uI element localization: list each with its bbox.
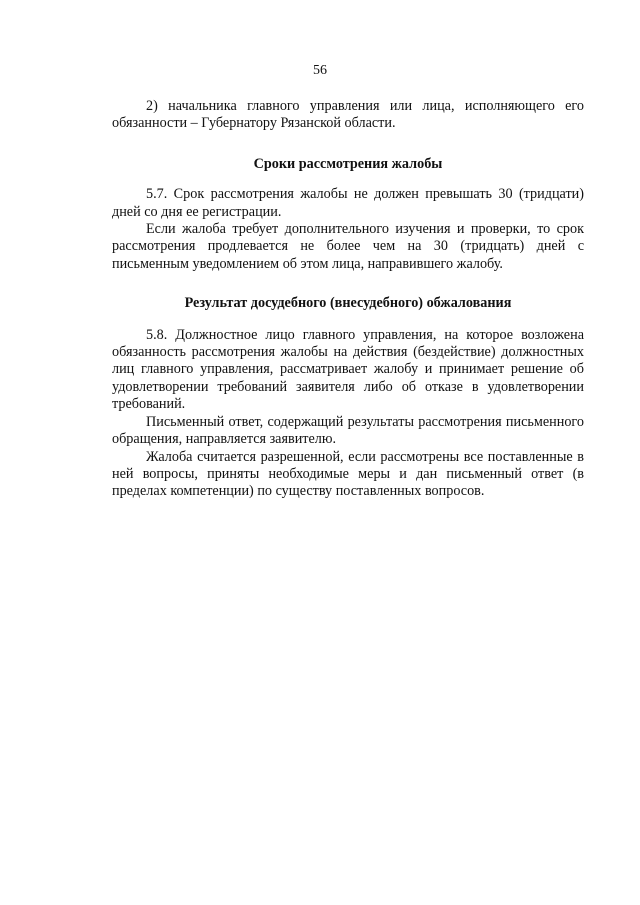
section-heading-review-terms: Сроки рассмотрения жалобы <box>253 155 443 172</box>
paragraph-resolved: Жалоба считается разрешенной, если рассмотрены все поставленные в ней вопросы, приняты необходимые меры и дан письменный ответ (в пределах компетенции) по существу поставленных вопросов. <box>112 448 584 500</box>
paragraph-written-answer: Письменный ответ, содержащий результаты рассмотрения письменного обращения, направляется заявителю. <box>112 413 584 448</box>
paragraph-5-8: 5.8. Должностное лицо главного управления, на которое возложена обязанность рассмотрения жалобы на действия (бездействие) должностных лиц главного управления, рассматривает жалобу и принимает решение об удовлетворении требований заявителя либо об отказе в удовлетворении требований. <box>112 326 584 413</box>
section-heading-appeal-result: Результат досудебного (внесудебного) обжалования <box>184 295 512 312</box>
paragraph-recipient: 2) начальника главного управления или лица, исполняющего его обязанности – Губернатору Рязанской области. <box>112 98 584 132</box>
paragraph-5-7: 5.7. Срок рассмотрения жалобы не должен превышать 30 (тридцати) дней со дня ее регистрации. <box>112 186 584 220</box>
document-body <box>112 98 584 501</box>
paragraph-extension: Если жалоба требует дополнительного изучения и проверки, то срок рассмотрения продлевается не более чем на 30 (тридцать) дней с письменным уведомлением об этом лица, направившего жалобу. <box>112 221 584 272</box>
page-number: 56 <box>313 63 327 78</box>
